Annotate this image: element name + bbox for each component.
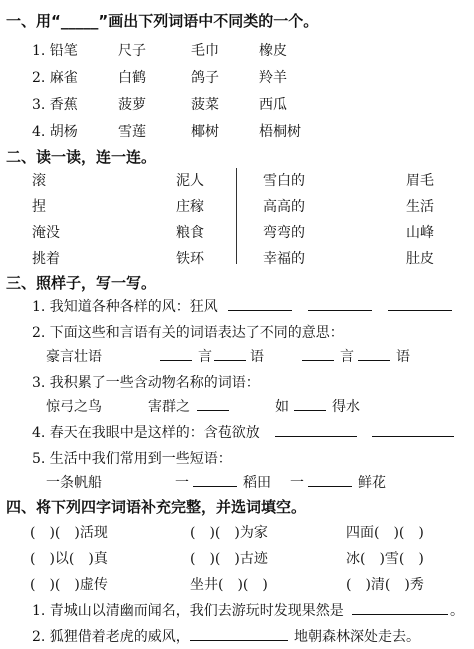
q2-blank-1[interactable] [160, 346, 192, 361]
q2-blank-2[interactable] [214, 346, 246, 361]
idiom-3-2[interactable]: 坐井( )( ) [190, 577, 268, 593]
match-right-target: 生活 [406, 199, 434, 215]
sentence-1-blank[interactable] [352, 600, 448, 615]
match-right-target: 肚皮 [406, 251, 434, 267]
word-2-3: 鸽子 [191, 70, 219, 86]
match-right-word: 高高的 [263, 199, 305, 215]
q4-prompt: 4. 春天在我眼中是这样的：含苞欲放 [32, 425, 260, 441]
word-1-3: 毛巾 [191, 43, 219, 59]
q5-prompt: 5. 生活中我们常用到一些短语： [32, 451, 232, 467]
word-1-2: 尺子 [118, 43, 146, 59]
section-2-title: 二、读一读，连一连。 [6, 148, 157, 166]
match-right-word: 幸福的 [263, 251, 305, 267]
idiom-2-3[interactable]: 冰( )雪( ) [346, 551, 424, 567]
q3-example: 惊弓之鸟 [46, 399, 102, 415]
q2-example: 豪言壮语 [46, 349, 102, 365]
q3-prompt: 3. 我积累了一些含动物名称的词语： [32, 375, 260, 391]
idiom-1-1[interactable]: ( )( )活现 [30, 525, 108, 541]
q2-blank-3[interactable] [302, 346, 334, 361]
word-2-1: 2. 麻雀 [32, 70, 78, 86]
idiom-1-3[interactable]: 四面( )( ) [346, 525, 424, 541]
word-1-1: 1. 铅笔 [32, 43, 78, 59]
word-1-4: 橡皮 [259, 43, 287, 59]
word-3-1: 3. 香蕉 [32, 97, 78, 113]
q5-blank-2[interactable] [308, 472, 352, 487]
q2-yu-1: 语 [250, 349, 264, 365]
q2-yan-2: 言 [340, 349, 354, 365]
q3-item-b: 害群之 [148, 399, 190, 415]
word-3-4: 西瓜 [259, 97, 287, 113]
q5-example: 一条帆船 [46, 475, 102, 491]
q2-yan-1: 言 [198, 349, 212, 365]
idiom-2-2[interactable]: ( )( )古迹 [190, 551, 268, 567]
word-4-1: 4. 胡杨 [32, 124, 78, 140]
q1-blank-3[interactable] [388, 296, 452, 311]
section-4-title: 四、将下列四字词语补充完整，并选词填空。 [6, 498, 307, 516]
match-left-target: 庄稼 [176, 199, 204, 215]
q3-item-c1: 如 [275, 399, 289, 415]
q3-item-c2: 得水 [332, 399, 360, 415]
sentence-1: 1. 青城山以清幽而闻名，我们去游玩时发现果然是 [32, 603, 344, 619]
q5-item-b: 稻田 [243, 475, 271, 491]
sentence-1-end: 。 [450, 603, 464, 619]
q5-blank-1[interactable] [193, 472, 237, 487]
section-1-title: 一、用“_____”画出下列词语中不同类的一个。 [6, 12, 319, 30]
match-left-target: 泥人 [176, 173, 204, 189]
sentence-2-start: 2. 狐狸借着老虎的威风， [32, 629, 190, 645]
word-2-4: 羚羊 [259, 70, 287, 86]
word-3-3: 菠菜 [191, 97, 219, 113]
match-left-word: 滚 [32, 173, 46, 189]
word-3-2: 菠萝 [118, 97, 146, 113]
match-right-target: 眉毛 [406, 173, 434, 189]
q4-blank-2[interactable] [372, 422, 454, 437]
q1-blank-2[interactable] [308, 296, 372, 311]
idiom-2-1[interactable]: ( )以( )真 [30, 551, 108, 567]
match-left-word: 淹没 [32, 225, 60, 241]
section-3-title: 三、照样子，写一写。 [6, 274, 157, 292]
q5-yi-1: 一 [175, 475, 189, 491]
q3-blank-2[interactable] [294, 396, 326, 411]
match-right-target: 山峰 [406, 225, 434, 241]
idiom-3-3[interactable]: ( )清( )秀 [346, 577, 424, 593]
q5-yi-2: 一 [290, 475, 304, 491]
column-divider [236, 168, 237, 264]
q2-yu-2: 语 [396, 349, 410, 365]
q2-prompt: 2. 下面这些和言语有关的词语表达了不同的意思： [32, 325, 344, 341]
idiom-1-2[interactable]: ( )( )为家 [190, 525, 268, 541]
match-left-target: 粮食 [176, 225, 204, 241]
q5-item-c: 鲜花 [358, 475, 386, 491]
q3-blank-1[interactable] [197, 396, 229, 411]
idiom-3-1[interactable]: ( )( )虚传 [30, 577, 108, 593]
q1-prompt: 1. 我知道各种各样的风：狂风 [32, 299, 218, 315]
q2-blank-4[interactable] [358, 346, 390, 361]
q1-blank-1[interactable] [228, 296, 292, 311]
word-4-3: 椰树 [191, 124, 219, 140]
word-4-2: 雪莲 [118, 124, 146, 140]
sentence-2-blank[interactable] [190, 626, 288, 641]
match-left-word: 捏 [32, 199, 46, 215]
sentence-2-end: 地朝森林深处走去。 [294, 629, 420, 645]
match-left-word: 挑着 [32, 251, 60, 267]
match-right-word: 雪白的 [263, 173, 305, 189]
q4-blank-1[interactable] [275, 422, 357, 437]
word-2-2: 白鹤 [118, 70, 146, 86]
match-left-target: 铁环 [176, 251, 204, 267]
word-4-4: 梧桐树 [259, 124, 301, 140]
match-right-word: 弯弯的 [263, 225, 305, 241]
